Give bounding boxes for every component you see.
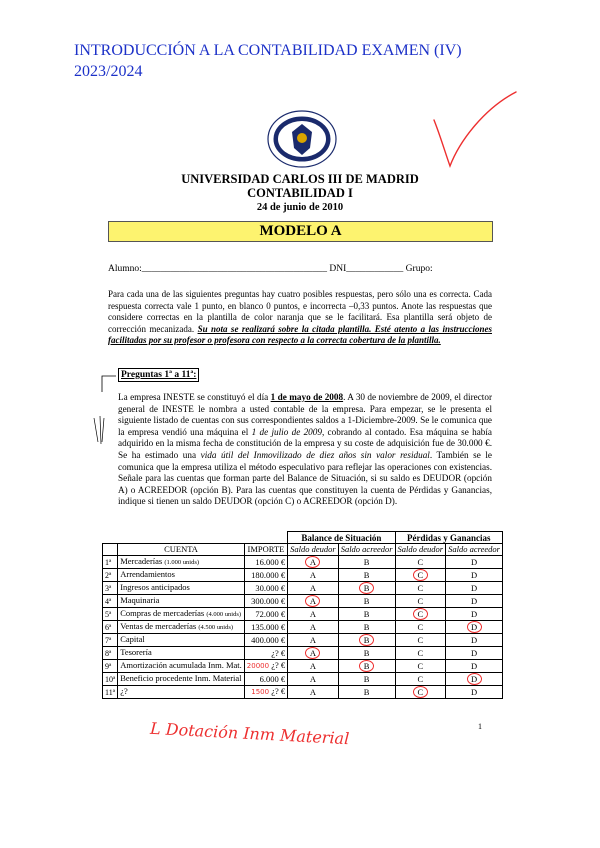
option-b[interactable]: B	[338, 595, 395, 608]
table-row	[103, 556, 503, 569]
account-name: Maquinaria	[118, 595, 245, 608]
circled-answer: A	[305, 595, 320, 607]
check-mark-icon	[430, 90, 520, 170]
title-line-2: 2023/2024	[74, 63, 143, 80]
group-field[interactable]: Grupo:	[405, 264, 433, 274]
amount: 180.000 €	[244, 569, 287, 582]
option-d[interactable]: D	[446, 686, 503, 699]
row-number: 10ª	[103, 673, 118, 686]
circled-answer: C	[413, 686, 428, 698]
handwritten-amount: 20000	[246, 662, 270, 670]
amount: 1500 ¿? €	[244, 686, 287, 699]
option-d[interactable]	[446, 673, 503, 686]
row-number: 8ª	[103, 647, 118, 660]
circled-answer: A	[305, 556, 320, 568]
document-title	[74, 40, 574, 82]
option-a[interactable]	[288, 595, 339, 608]
handwritten-note: L Dotación Inm Material	[149, 718, 350, 749]
title-line-1: INTRODUCCIÓN A LA CONTABILIDAD EXAMEN (IV)	[74, 42, 462, 59]
saldo-acreedor-header: Saldo acreedor	[446, 544, 503, 556]
student-info-row	[108, 264, 433, 274]
table-row	[103, 686, 503, 699]
option-d[interactable]: D	[446, 608, 503, 621]
student-name-field[interactable]: Alumno:_______________________________________	[108, 264, 328, 274]
option-c[interactable]: C	[395, 660, 446, 673]
amount: 135.000 €	[244, 621, 287, 634]
saldo-deudor-header: Saldo deudor	[288, 544, 339, 556]
saldo-deudor-header: Saldo deudor	[395, 544, 446, 556]
amount: 16.000 €	[244, 556, 287, 569]
row-number: 9ª	[103, 660, 118, 673]
account-name: ¿?	[118, 686, 245, 699]
circled-answer: A	[305, 647, 320, 659]
importe-header: IMPORTE	[244, 544, 287, 556]
table-row	[103, 621, 503, 634]
row-number: 1ª	[103, 556, 118, 569]
option-c[interactable]	[395, 608, 446, 621]
para-date-2: 1 de julio de 2009	[251, 426, 322, 437]
account-name: Compras de mercaderías (4.000 unids)	[118, 608, 245, 621]
option-c[interactable]: C	[395, 556, 446, 569]
subject-name: CONTABILIDAD I	[247, 186, 353, 200]
table-row	[103, 673, 503, 686]
row-number: 2ª	[103, 569, 118, 582]
question-paragraph	[118, 392, 492, 508]
amount: 72.000 €	[244, 608, 287, 621]
option-b[interactable]: B	[338, 621, 395, 634]
option-b[interactable]: B	[338, 556, 395, 569]
row-number: 3ª	[103, 582, 118, 595]
table-row	[103, 595, 503, 608]
account-name: Arrendamientos	[118, 569, 245, 582]
account-name: Tesorería	[118, 647, 245, 660]
option-d[interactable]: D	[446, 595, 503, 608]
option-b[interactable]: B	[338, 569, 395, 582]
option-d[interactable]	[446, 621, 503, 634]
table-row	[103, 647, 503, 660]
circled-answer: C	[413, 608, 428, 620]
para-text-1: La empresa INESTE se constituyó el día	[118, 392, 269, 402]
para-italic: vida útil del Inmovilizado de diez años sin valor residual	[200, 449, 430, 460]
para-text-4: . También se le comunica que la empresa utiliza el método especulativo para reflejar las operaciones con existencias. Señale para las cuentas que forman parte del Balance de Situación, si su saldo es DEUDOR (opción A) o ACREEDOR (opción B). Para las cuentas que constituyen la cuenta de Pérdidas y Ganancias, indique si tienen un saldo DEUDOR (opción C) o ACREEDOR (opción D).	[118, 449, 493, 507]
university-seal-icon	[266, 110, 338, 168]
option-a[interactable]: A	[288, 621, 339, 634]
saldo-acreedor-header: Saldo acreedor	[338, 544, 395, 556]
option-c[interactable]: C	[395, 582, 446, 595]
circled-answer: D	[467, 673, 482, 685]
cuenta-header: CUENTA	[118, 544, 245, 556]
circled-answer: B	[359, 634, 374, 646]
accounts-table	[102, 531, 500, 699]
table-row	[103, 660, 503, 673]
option-c[interactable]: C	[395, 621, 446, 634]
row-number: 5ª	[103, 608, 118, 621]
option-a[interactable]: A	[288, 673, 339, 686]
account-name: Beneficio procedente Inm. Material	[118, 673, 245, 686]
option-c[interactable]: C	[395, 673, 446, 686]
option-a[interactable]: A	[288, 569, 339, 582]
circled-answer: B	[359, 582, 374, 594]
option-b[interactable]	[338, 634, 395, 647]
circled-answer: B	[359, 660, 374, 672]
university-name: UNIVERSIDAD CARLOS III DE MADRID	[181, 172, 419, 186]
row-number: 7ª	[103, 634, 118, 647]
row-number: 4ª	[103, 595, 118, 608]
option-d[interactable]: D	[446, 634, 503, 647]
table-row	[103, 569, 503, 582]
dni-field[interactable]: DNI____________	[329, 264, 404, 274]
instructions-paragraph	[108, 289, 492, 347]
row-number: 6ª	[103, 621, 118, 634]
option-c[interactable]	[395, 686, 446, 699]
account-name: Amortización acumulada Inm. Mat.	[118, 660, 245, 673]
amount: 30.000 €	[244, 582, 287, 595]
option-b[interactable]	[338, 582, 395, 595]
para-date-1: 1 de mayo de 2008	[270, 392, 344, 402]
table-row	[103, 582, 503, 595]
account-name: Ingresos anticipados	[118, 582, 245, 595]
option-b[interactable]: B	[338, 686, 395, 699]
para-text-2: . A 30 de noviembre de 2009, el director general de INESTE le nombra a usted contable de la empresa. Para empezar, se le presenta el siguiente listado de cuentas con sus correspondientes saldos a 1-Diciembre-2009. Se le comunica que la empresa vendió una máquina el	[118, 392, 493, 437]
option-a[interactable]: A	[288, 686, 339, 699]
option-a[interactable]: A	[288, 582, 339, 595]
question-label: Preguntas 1ª a 11ª:	[118, 368, 199, 382]
page-number: 1	[478, 722, 482, 731]
option-b[interactable]: B	[338, 647, 395, 660]
balance-header: Balance de Situación	[288, 532, 395, 544]
exam-heading	[150, 172, 450, 215]
option-a[interactable]	[288, 556, 339, 569]
account-name: Ventas de mercaderías (4.500 unids)	[118, 621, 245, 634]
amount: 6.000 €	[244, 673, 287, 686]
amount: 400.000 €	[244, 634, 287, 647]
option-d[interactable]: D	[446, 556, 503, 569]
table-row	[103, 634, 503, 647]
instructions-text: Para cada una de las siguientes preguntas hay cuatro posibles respuestas, pero sólo una es correcta. Cada respuesta correcta vale 1 punto, en blanco 0 puntos, e incorrecta –0,33 puntos. Anote las respuestas que considere correctas en la plantilla de color naranja que se le facilitará. Esa plantilla será objeto de corrección mecanizada.	[108, 289, 492, 334]
instructions-warning: Su nota se realizará sobre la citada plantilla. Esté atento a las instrucciones facilitadas por su profesor o profesora con respecto a la correcta cobertura de la plantilla.	[108, 323, 492, 345]
pyg-header: Pérdidas y Ganancias	[395, 532, 502, 544]
option-a[interactable]: A	[288, 660, 339, 673]
option-c[interactable]: C	[395, 634, 446, 647]
option-a[interactable]: A	[288, 634, 339, 647]
option-a[interactable]	[288, 647, 339, 660]
margin-bracket-icon	[88, 372, 118, 452]
option-b[interactable]	[338, 660, 395, 673]
option-d[interactable]: D	[446, 647, 503, 660]
circled-answer: D	[467, 621, 482, 633]
amount: ¿? €	[244, 647, 287, 660]
option-c[interactable]: C	[395, 595, 446, 608]
option-d[interactable]: D	[446, 660, 503, 673]
amount: 300.000 €	[244, 595, 287, 608]
amount: 20000 ¿? €	[244, 660, 287, 673]
circled-answer: C	[413, 569, 428, 581]
table-row	[103, 608, 503, 621]
model-banner: MODELO A	[108, 221, 493, 242]
account-name: Mercaderías (1.000 unids)	[118, 556, 245, 569]
row-number: 11ª	[103, 686, 118, 699]
account-name: Capital	[118, 634, 245, 647]
option-b[interactable]: B	[338, 673, 395, 686]
option-a[interactable]: A	[288, 608, 339, 621]
handwritten-amount: 1500	[251, 688, 270, 696]
option-c[interactable]	[395, 569, 446, 582]
para-text-3: , cobrando al contado. Esa máquina se había adquirido en la misma fecha de constitución de la empresa y su coste de adquisición fue de 30.000 €. Se ha estimado una	[118, 426, 492, 460]
option-d[interactable]: D	[446, 569, 503, 582]
option-d[interactable]: D	[446, 582, 503, 595]
option-c[interactable]: C	[395, 647, 446, 660]
exam-date: 24 de junio de 2010	[256, 202, 344, 213]
option-b[interactable]: B	[338, 608, 395, 621]
